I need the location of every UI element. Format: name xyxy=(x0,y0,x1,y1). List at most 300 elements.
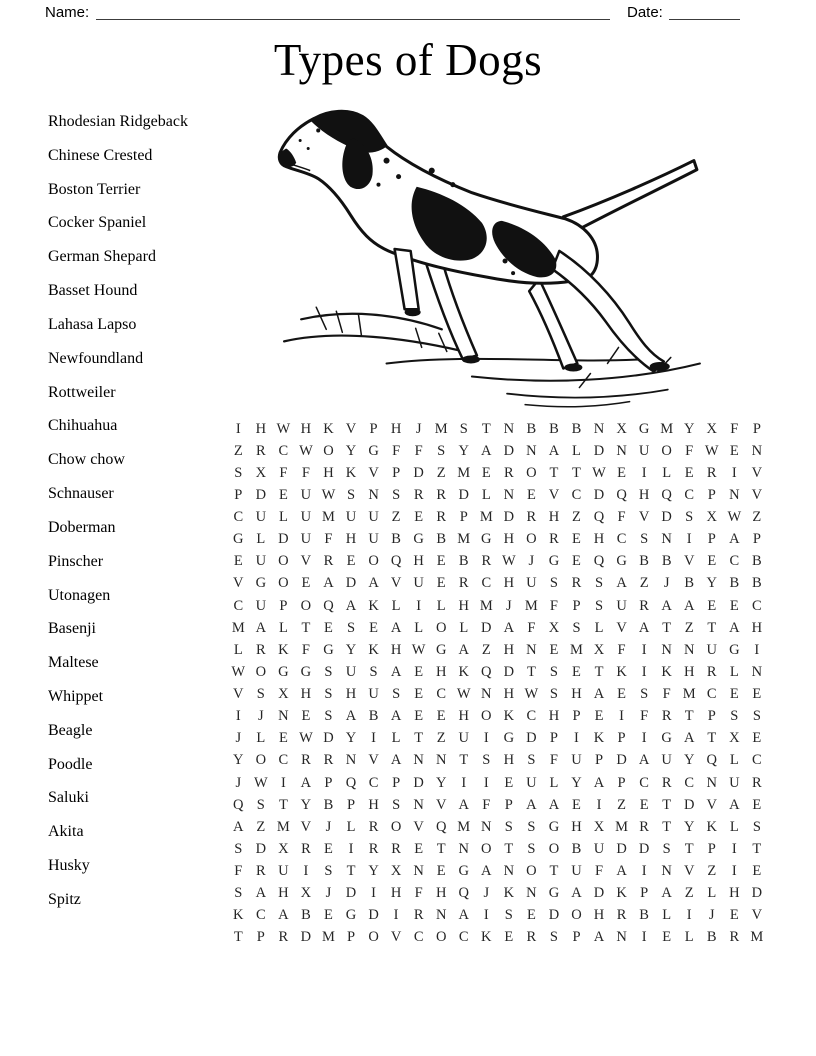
grid-letter: H xyxy=(458,708,469,725)
grid-letter: N xyxy=(616,929,627,946)
grid-letter: L xyxy=(346,818,356,835)
grid-letter: T xyxy=(707,619,717,636)
grid-letter: K xyxy=(458,663,469,680)
word-list-item: Spitz xyxy=(48,890,81,908)
grid-letter: S xyxy=(594,597,604,614)
word-list-item: Poodle xyxy=(48,755,93,773)
grid-letter: V xyxy=(435,796,447,813)
grid-letter: Y xyxy=(345,641,357,658)
grid-letter: B xyxy=(436,531,447,548)
grid-letter: T xyxy=(346,863,356,880)
grid-letter: E xyxy=(572,553,581,570)
grid-letter: C xyxy=(526,708,537,725)
rear-paw-near xyxy=(650,362,670,371)
grid-letter: L xyxy=(662,464,672,481)
grid-letter: R xyxy=(706,663,717,680)
grid-letter: L xyxy=(414,619,424,636)
grid-letter: F xyxy=(279,464,288,481)
word-list-item: Akita xyxy=(48,823,84,841)
name-label: Name: xyxy=(45,4,90,21)
grid-letter: E xyxy=(324,619,333,636)
grid-letter: T xyxy=(301,619,311,636)
grid-letter: L xyxy=(572,442,581,459)
grid-letter: T xyxy=(662,818,672,835)
grid-letter: A xyxy=(729,796,740,813)
grid-letter: P xyxy=(707,840,716,857)
grid-letter: E xyxy=(662,929,672,946)
grid-letter: M xyxy=(457,464,471,481)
grid-letter: E xyxy=(233,553,243,570)
grid-letter: V xyxy=(683,863,695,880)
grid-letter: G xyxy=(413,531,424,548)
grid-letter: M xyxy=(479,509,493,526)
grid-letter: C xyxy=(458,929,469,946)
grid-letter: N xyxy=(751,442,763,459)
grid-letter: I xyxy=(641,929,647,946)
grid-letter: R xyxy=(639,597,649,614)
grid-letter: D xyxy=(526,730,537,747)
grid-letter: N xyxy=(481,686,492,703)
grid-letter: B xyxy=(391,531,401,548)
grid-letter: A xyxy=(526,796,537,813)
grid-letter: E xyxy=(707,597,717,614)
grid-letter: L xyxy=(729,818,739,835)
grid-letter: X xyxy=(278,840,289,857)
grid-letter: T xyxy=(436,840,446,857)
grid-letter: V xyxy=(413,818,424,835)
grid-letter: G xyxy=(458,863,469,880)
grid-letter: J xyxy=(415,420,422,437)
grid-letter: I xyxy=(235,708,241,725)
grid-letter: M xyxy=(457,818,471,835)
grid-letter: I xyxy=(754,641,760,658)
grid-letter: U xyxy=(571,863,582,880)
grid-letter: L xyxy=(256,531,266,548)
grid-letter: T xyxy=(707,730,717,747)
grid-letter: U xyxy=(706,641,717,658)
grid-letter: X xyxy=(593,641,605,658)
grid-letter: F xyxy=(482,796,491,813)
grid-letter: C xyxy=(684,774,695,791)
grid-letter: E xyxy=(504,774,514,791)
front-paw-far xyxy=(462,355,480,363)
grid-letter: I xyxy=(641,863,647,880)
grid-letter: T xyxy=(233,929,243,946)
grid-letter: A xyxy=(458,907,469,924)
grid-letter: M xyxy=(322,929,335,946)
word-list-item: Chihuahua xyxy=(48,417,118,435)
grid-letter: L xyxy=(278,509,288,526)
grid-letter: Y xyxy=(345,730,357,747)
grid-letter: E xyxy=(436,863,446,880)
grid-letter: A xyxy=(593,686,605,703)
grid-letter: E xyxy=(414,840,424,857)
grid-letter: H xyxy=(435,663,447,680)
grid-letter: S xyxy=(527,752,536,769)
grid-letter: A xyxy=(503,619,515,636)
grid-letter: F xyxy=(640,708,649,725)
grid-letter: O xyxy=(435,929,447,946)
grid-letter: B xyxy=(684,575,695,592)
grid-letter: E xyxy=(414,509,424,526)
grid-letter: W xyxy=(253,774,268,791)
word-list-item: Utonagen xyxy=(48,586,111,604)
grid-letter: S xyxy=(346,486,356,503)
grid-letter: S xyxy=(346,619,356,636)
grid-letter: P xyxy=(617,730,626,747)
grid-letter: L xyxy=(391,597,401,614)
grid-letter: Y xyxy=(368,863,379,880)
grid-letter: M xyxy=(479,597,493,614)
grid-letter: N xyxy=(616,442,627,459)
grid-letter: E xyxy=(526,486,536,503)
grid-letter: K xyxy=(616,663,627,680)
grid-letter: H xyxy=(345,686,357,703)
grid-letter: B xyxy=(706,929,717,946)
grid-letter: Z xyxy=(481,641,491,658)
grid-letter: O xyxy=(368,553,379,570)
grid-letter: B xyxy=(323,796,334,813)
grid-letter: G xyxy=(345,907,357,924)
grid-letter: N xyxy=(526,885,537,902)
grid-letter: F xyxy=(414,885,423,902)
grid-letter: T xyxy=(278,796,288,813)
grid-letter: U xyxy=(616,597,627,614)
grid-letter: B xyxy=(526,420,537,437)
grid-letter: J xyxy=(325,885,332,902)
grid-letter: E xyxy=(436,575,446,592)
grid-letter: F xyxy=(234,863,243,880)
grid-letter: I xyxy=(731,464,737,481)
grid-letter: O xyxy=(323,442,334,459)
grid-letter: L xyxy=(684,929,694,946)
grid-letter: A xyxy=(255,619,267,636)
grid-letter: Z xyxy=(684,885,694,902)
grid-letter: P xyxy=(707,486,716,503)
grid-letter: I xyxy=(483,774,489,791)
grid-letter: T xyxy=(752,840,762,857)
grid-letter: Z xyxy=(684,619,694,636)
grid-letter: P xyxy=(392,774,401,791)
grid-letter: E xyxy=(639,796,649,813)
grid-letter: E xyxy=(729,597,739,614)
grid-letter: U xyxy=(593,840,605,857)
grid-letter: H xyxy=(571,686,582,703)
grid-letter: B xyxy=(639,907,649,924)
grid-letter: T xyxy=(684,708,694,725)
grid-letter: Z xyxy=(572,509,581,526)
grid-letter: E xyxy=(594,708,604,725)
grid-letter: X xyxy=(390,863,402,880)
grid-letter: V xyxy=(233,575,244,592)
grid-letter: E xyxy=(707,553,717,570)
word-list xyxy=(48,105,188,917)
grid-letter: V xyxy=(368,464,379,481)
grid-letter: X xyxy=(255,464,267,481)
grid-letter: O xyxy=(368,929,379,946)
grid-letter: N xyxy=(706,774,717,791)
grid-letter: P xyxy=(346,929,356,946)
grid-letter: D xyxy=(300,929,312,946)
grid-letter: C xyxy=(639,774,649,791)
grid-letter: E xyxy=(436,553,446,570)
grid-letter: T xyxy=(662,619,672,636)
letter-grid xyxy=(227,418,768,949)
grid-letter: K xyxy=(661,663,672,680)
grid-letter: J xyxy=(528,553,535,570)
dog-tail xyxy=(563,161,697,235)
grid-letter: B xyxy=(571,840,582,857)
grid-letter: Y xyxy=(345,442,357,459)
grid-letter: I xyxy=(348,840,354,857)
grid-letter: A xyxy=(548,442,560,459)
grid-letter: Z xyxy=(391,509,401,526)
grid-letter: R xyxy=(571,575,582,592)
grid-letter: T xyxy=(684,840,694,857)
grid-letter: O xyxy=(435,619,447,636)
grid-letter: N xyxy=(661,863,672,880)
grid-letter: R xyxy=(255,641,266,658)
grid-letter: I xyxy=(641,730,647,747)
word-list-item: Whippet xyxy=(48,687,104,705)
grid-letter: C xyxy=(278,442,289,459)
grid-letter: A xyxy=(255,885,267,902)
grid-letter: K xyxy=(593,730,605,747)
grid-letter: X xyxy=(593,818,605,835)
grid-letter: R xyxy=(255,442,266,459)
grid-letter: N xyxy=(413,752,424,769)
grid-letter: P xyxy=(346,796,356,813)
grid-letter: H xyxy=(729,885,740,902)
dog-rear-leg-far xyxy=(529,279,577,368)
grid-letter: U xyxy=(255,597,267,614)
grid-letter: H xyxy=(503,641,515,658)
grid-letter: A xyxy=(390,663,402,680)
grid-letter: P xyxy=(707,531,716,548)
grid-letter: A xyxy=(390,619,402,636)
grid-letter: N xyxy=(683,641,695,658)
grid-letter: G xyxy=(548,885,560,902)
grid-letter: W xyxy=(727,509,742,526)
word-list-item: Newfoundland xyxy=(48,349,144,367)
grid-letter: P xyxy=(459,509,468,526)
grid-letter: R xyxy=(526,509,537,526)
word-list-item: Maltese xyxy=(48,654,99,672)
grid-letter: V xyxy=(300,818,312,835)
word-list-item: Lahasa Lapso xyxy=(48,315,137,333)
grid-letter: E xyxy=(324,907,333,924)
grid-letter: Q xyxy=(481,663,492,680)
grid-letter: V xyxy=(751,907,763,924)
grid-letter: P xyxy=(256,929,265,946)
grid-letter: E xyxy=(752,863,762,880)
grid-letter: E xyxy=(617,464,626,481)
grid-letter: Q xyxy=(390,553,402,570)
grid-letter: G xyxy=(616,553,627,570)
grid-letter: E xyxy=(729,442,739,459)
grid-letter: H xyxy=(751,619,763,636)
grid-letter: H xyxy=(503,686,515,703)
grid-letter: D xyxy=(751,885,763,902)
grid-letter: K xyxy=(706,818,717,835)
grid-letter: F xyxy=(392,442,401,459)
grid-letter: R xyxy=(661,774,672,791)
grid-letter: T xyxy=(662,796,672,813)
grid-letter: I xyxy=(731,840,737,857)
grid-letter: A xyxy=(593,929,605,946)
word-list-item: Saluki xyxy=(48,789,89,807)
grid-letter: G xyxy=(481,531,492,548)
grid-letter: W xyxy=(411,641,426,658)
grid-letter: R xyxy=(458,575,469,592)
grid-letter: N xyxy=(751,663,763,680)
grid-letter: I xyxy=(461,774,467,791)
grid-letter: Y xyxy=(233,752,244,769)
grid-letter: J xyxy=(235,730,242,747)
grid-letter: B xyxy=(301,907,311,924)
grid-letter: S xyxy=(640,531,649,548)
grid-letter: F xyxy=(527,619,536,636)
grid-letter: T xyxy=(481,420,491,437)
grid-letter: D xyxy=(638,840,650,857)
grid-letter: H xyxy=(593,907,605,924)
grid-letter: P xyxy=(594,752,604,769)
grid-letter: H xyxy=(413,553,424,570)
grid-letter: B xyxy=(549,420,559,437)
grid-letter: O xyxy=(255,752,267,769)
grid-letter: H xyxy=(278,885,289,902)
grid-letter: O xyxy=(481,708,492,725)
grid-letter: A xyxy=(345,708,357,725)
grid-letter: V xyxy=(390,929,402,946)
grid-letter: H xyxy=(638,486,650,503)
grid-letter: T xyxy=(459,752,469,769)
grid-letter: G xyxy=(503,730,515,747)
grid-letter: A xyxy=(616,575,627,592)
grid-letter: X xyxy=(300,885,312,902)
grid-letter: D xyxy=(593,885,605,902)
grid-letter: Z xyxy=(233,442,243,459)
grid-letter: S xyxy=(437,442,446,459)
grid-letter: H xyxy=(503,575,515,592)
grid-letter: G xyxy=(638,420,650,437)
grid-letter: S xyxy=(504,818,513,835)
grid-letter: A xyxy=(345,597,357,614)
grid-letter: D xyxy=(593,442,605,459)
grid-letter: B xyxy=(458,553,469,570)
grid-letter: M xyxy=(570,641,583,658)
grid-letter: D xyxy=(413,774,424,791)
word-list-item: Boston Terrier xyxy=(48,180,141,198)
grid-letter: R xyxy=(436,486,447,503)
word-list-item: Cocker Spaniel xyxy=(48,214,147,232)
grid-letter: U xyxy=(255,509,267,526)
grid-letter: Q xyxy=(323,597,334,614)
grid-letter: N xyxy=(458,840,469,857)
grid-letter: I xyxy=(371,885,376,902)
grid-letter: F xyxy=(301,641,310,658)
grid-letter: S xyxy=(234,464,243,481)
grid-letter: R xyxy=(436,509,447,526)
grid-letter: N xyxy=(661,641,672,658)
page-title: Types of Dogs xyxy=(273,35,543,85)
grid-letter: E xyxy=(301,708,311,725)
grid-letter: I xyxy=(235,420,241,437)
grid-letter: W xyxy=(231,663,246,680)
grid-letter: I xyxy=(619,708,624,725)
grid-letter: U xyxy=(345,509,357,526)
grid-letter: E xyxy=(684,464,694,481)
word-list-item: Rhodesian Ridgeback xyxy=(48,112,188,130)
grid-letter: S xyxy=(572,619,581,636)
grid-letter: W xyxy=(276,420,291,437)
grid-letter: G xyxy=(233,531,244,548)
grid-letter: D xyxy=(503,509,515,526)
grid-letter: D xyxy=(278,531,289,548)
grid-letter: P xyxy=(392,464,401,481)
grid-letter: R xyxy=(323,752,334,769)
grid-letter: I xyxy=(280,774,286,791)
grid-letter: P xyxy=(752,531,761,548)
grid-letter: U xyxy=(571,752,582,769)
grid-letter: Y xyxy=(458,442,469,459)
grid-letter: L xyxy=(459,619,469,636)
grid-letter: E xyxy=(414,686,424,703)
grid-letter: N xyxy=(413,796,424,813)
grid-letter: U xyxy=(255,553,267,570)
grid-letter: Q xyxy=(706,752,717,769)
name-blank-line xyxy=(96,19,610,20)
grid-letter: Z xyxy=(436,464,446,481)
grid-letter: V xyxy=(368,752,379,769)
date-label: Date: xyxy=(627,4,663,21)
grid-letter: K xyxy=(323,420,334,437)
grid-letter: M xyxy=(750,929,764,946)
grid-letter: E xyxy=(481,464,491,481)
grid-letter: S xyxy=(234,885,243,902)
grid-letter: B xyxy=(752,575,762,592)
grid-letter: L xyxy=(256,730,266,747)
grid-letter: D xyxy=(616,752,627,769)
grid-letter: S xyxy=(640,686,649,703)
grid-letter: W xyxy=(299,442,313,459)
grid-letter: S xyxy=(752,818,761,835)
grid-letter: S xyxy=(324,708,333,725)
grid-letter: L xyxy=(481,486,491,503)
word-list-item: Schnauser xyxy=(48,485,114,503)
grid-letter: R xyxy=(368,818,379,835)
grid-letter: K xyxy=(368,597,379,614)
grid-letter: C xyxy=(233,509,244,526)
grid-letter: V xyxy=(390,575,402,592)
grid-letter: N xyxy=(278,708,289,725)
grid-letter: P xyxy=(752,420,761,437)
grid-letter: N xyxy=(729,486,740,503)
grid-letter: D xyxy=(661,509,672,526)
grid-letter: E xyxy=(752,730,762,747)
grid-letter: H xyxy=(503,752,515,769)
grid-letter: V xyxy=(233,686,244,703)
grid-letter: C xyxy=(729,553,740,570)
grid-letter: Q xyxy=(661,486,672,503)
grid-letter: D xyxy=(255,840,267,857)
grid-letter: D xyxy=(616,840,627,857)
grid-letter: Q xyxy=(345,774,357,791)
grid-letter: G xyxy=(548,553,560,570)
grid-letter: W xyxy=(524,686,539,703)
grid-letter: S xyxy=(392,486,401,503)
grid-letter: M xyxy=(434,420,448,437)
